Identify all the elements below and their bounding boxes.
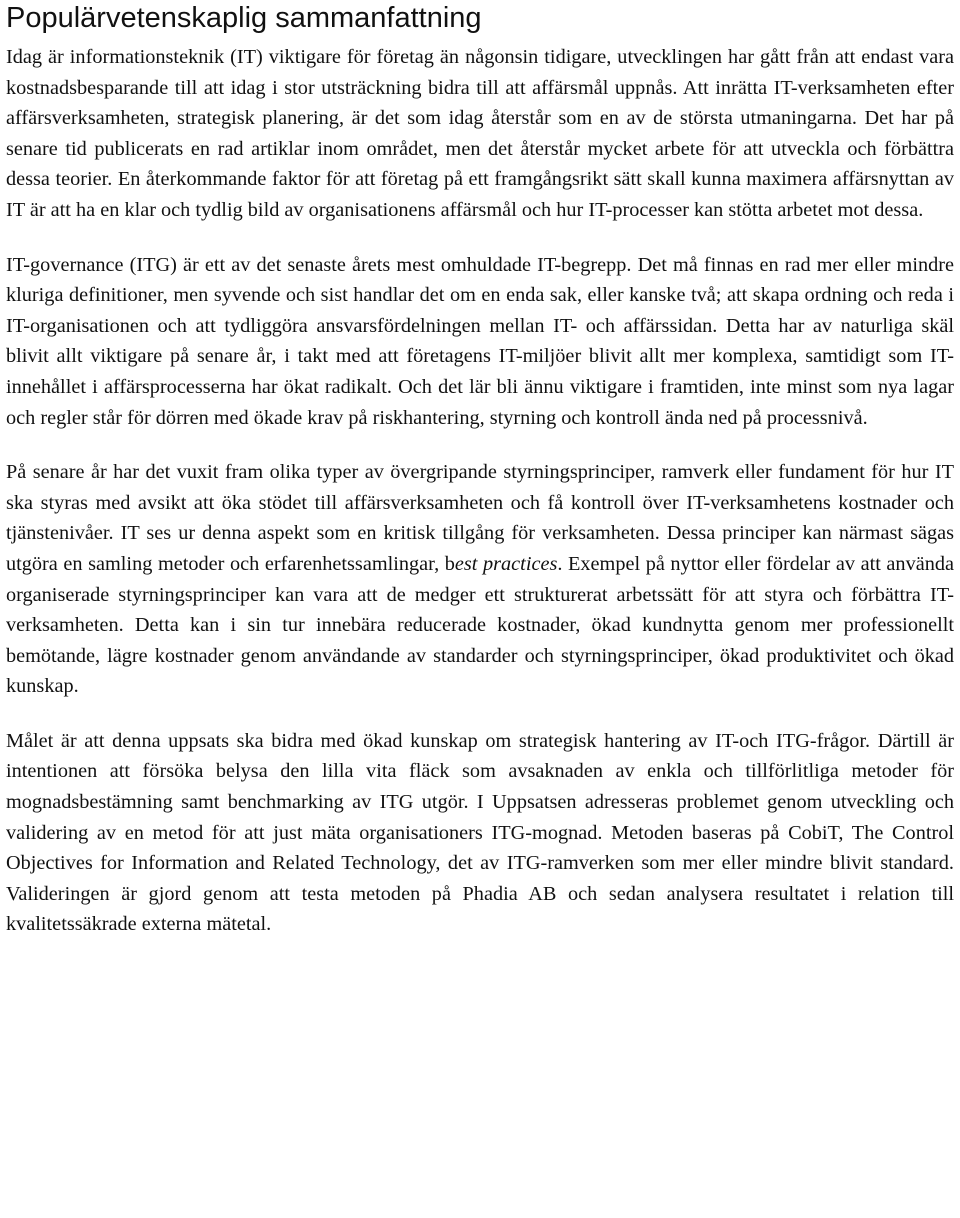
emphasis-best-practices: est practices xyxy=(454,552,558,575)
paragraph-text-before: På senare år har det vuxit fram olika typer av övergripande styrningsprinciper, ramverk eller fundament för hur IT ska styras med avsikt att öka stödet till affärsverksamheten och få kontroll över IT-verksamhetens kostnader och tjänstenivåer. IT ses ur denna aspekt som en kritisk tillgång för verksamheten. Dessa principer kan närmast sägas utgöra en samling metoder och erfarenhetssamlingar, b xyxy=(6,461,954,575)
paragraph-text-after: . Exempel på nyttor eller fördelar av att använda organiserade styrningsprinciper kan vara att de medger ett strukturerat arbetssätt för att styra och förbättra IT-verksamheten. Detta kan i sin tur innebära reducerade kostnader, ökad kundnytta genom mer professionellt bemötande, lägre kostnader genom användande av standarder och styrningsprinciper, ökad produktivitet och ökad kunskap. xyxy=(6,552,954,698)
page-title: Populärvetenskaplig sammanfattning xyxy=(6,2,482,34)
paragraph-styrningsprinciper xyxy=(6,457,954,702)
paragraph-malet: Målet är att denna uppsats ska bidra med ökad kunskap om strategisk hantering av IT-och ITG-frågor. Därtill är intentionen att försöka belysa den lilla vita fläck som avsaknaden av enkla och tillförlitliga metoder för mognadsbestämning samt benchmarking av ITG utgör. I Uppsatsen adresseras problemet genom utveckling och validering av en metod för att just mäta organisationers ITG-mognad. Metoden baseras på CobiT, The Control Objectives for Information and Related Technology, det av ITG-ramverken som mer eller mindre blivit standard. Valideringen är gjord genom att testa metoden på Phadia AB och sedan analysera resultatet i relation till kvalitetssäkrade externa mätetal. xyxy=(6,729,954,936)
paragraph-intro: Idag är informationsteknik (IT) viktigare för företag än någonsin tidigare, utvecklingen har gått från att endast vara kostnadsbesparande till att idag i stor utsträckning bidra till att affärsmål uppnås. Att inrätta IT-verksamheten efter affärsverksamheten, strategisk planering, är det som idag återstår som en av de största utmaningarna. Det har på senare tid publicerats en rad artiklar inom området, men det återstår mycket arbete för att utveckla och förbättra dessa teorier. En återkommande faktor för att företag på ett framgångsrikt sätt skall kunna maximera affärsnyttan av IT är att ha en klar och tydlig bild av organisationens affärsmål och hur IT-processer kan stötta arbetet mot dessa. xyxy=(6,46,954,221)
paragraph-it-governance: IT-governance (ITG) är ett av det senaste årets mest omhuldade IT-begrepp. Det må finnas en rad mer eller mindre kluriga definitioner, men syvende och sist handlar det om en enda sak, eller kanske två; att skapa ordning och reda i IT-organisationen och att tydliggöra ansvarsfördelningen mellan IT- och affärssidan. Detta har av naturliga skäl blivit allt viktigare på senare år, i takt med att företagens IT-miljöer blivit allt mer komplexa, samtidigt som IT-innehållet i affärsprocesserna har ökat radikalt. Och det lär bli ännu viktigare i framtiden, inte minst som nya lagar och regler står för dörren med ökade krav på riskhantering, styrning och kontroll ända ned på processnivå. xyxy=(6,253,954,429)
